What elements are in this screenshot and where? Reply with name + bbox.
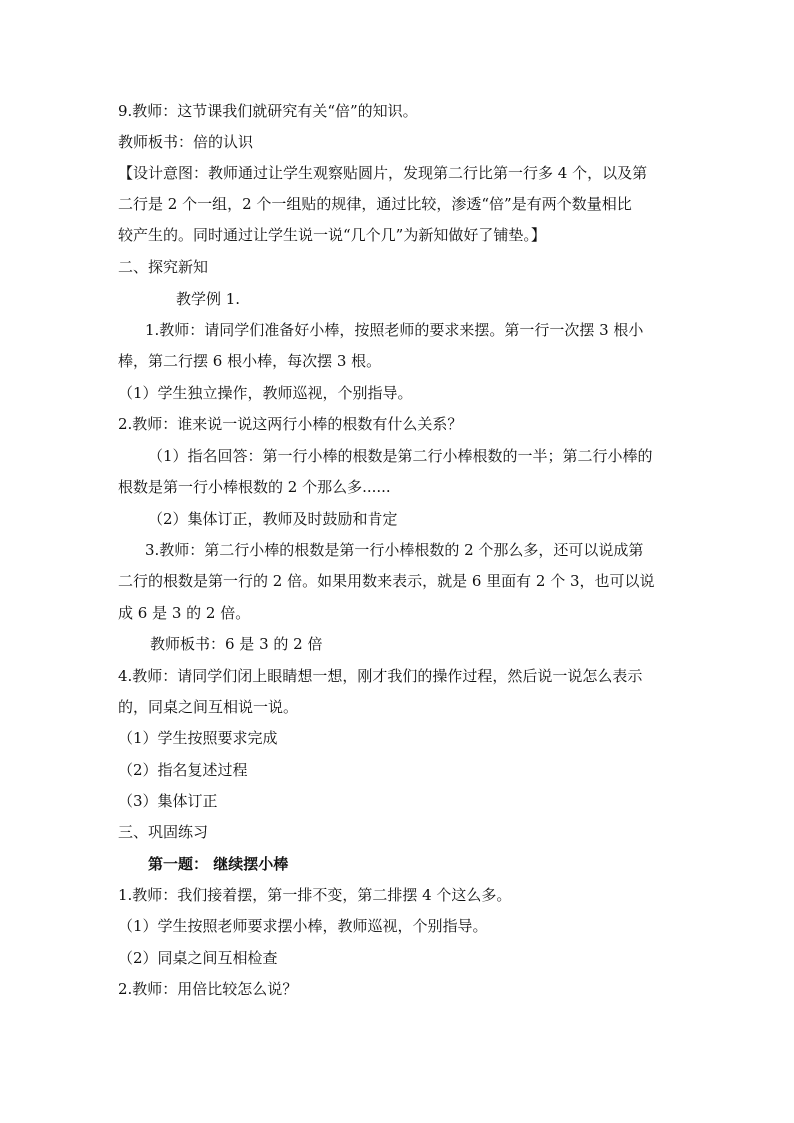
step-2-sub-1-line-2: 根数是第一行小棒根数的 2 个那么多...... xyxy=(118,478,391,496)
step-1-sub-1: （1）学生独立操作，教师巡视，个别指导。 xyxy=(118,384,413,402)
section-heading-practice: 三、巩固练习 xyxy=(118,823,209,841)
step-4-sub-2: （2）指名复述过程 xyxy=(118,761,248,779)
step-2-sub-2: （2）集体订正，教师及时鼓励和肯定 xyxy=(148,510,398,528)
step-1-line-1: 1.教师：请同学们准备好小棒，按照老师的要求来摆。第一行一次摆 3 根小 xyxy=(145,321,644,339)
step-4-line-1: 4.教师：请同学们闭上眼睛想一想，刚才我们的操作过程，然后说一说怎么表示 xyxy=(118,667,643,685)
exercise-1-step-2: 2.教师：用倍比较怎么说？ xyxy=(118,980,298,998)
design-intent-line-3: 较产生的。同时通过让学生说一说“几个几”为新知做好了铺垫。】 xyxy=(118,226,546,244)
design-intent-line-2: 二行是 2 个一组，2 个一组贴的规律，通过比较，渗透“倍”是有两个数量相比 xyxy=(118,195,632,213)
board-writing-title: 教师板书：倍的认识 xyxy=(118,133,254,151)
design-intent-line-1: 【设计意图：教师通过让学生观察贴圆片，发现第二行比第一行多 4 个，以及第 xyxy=(118,164,648,182)
example-heading: 教学例 1. xyxy=(176,290,241,308)
step-4-sub-3: （3）集体订正 xyxy=(118,792,218,810)
exercise-1-step-1: 1.教师：我们接着摆，第一排不变，第二排摆 4 个这么多。 xyxy=(118,886,512,904)
exercise-1-heading: 第一题： 继续摆小棒 xyxy=(148,855,289,873)
step-2-sub-1-line-1: （1）指名回答：第一行小棒的根数是第二行小棒根数的一半；第二行小棒的 xyxy=(148,447,653,465)
step-4-sub-1: （1）学生按照要求完成 xyxy=(118,729,278,747)
step-4-line-2: 的，同桌之间互相说一说。 xyxy=(118,698,299,716)
section-heading-explore: 二、探究新知 xyxy=(118,258,209,276)
paragraph-teacher-intro-9: 9.教师：这节课我们就研究有关“倍”的知识。 xyxy=(118,102,418,120)
step-3-line-1: 3.教师：第二行小棒的根数是第一行小棒根数的 2 个那么多，还可以说成第 xyxy=(145,541,644,559)
step-2-question: 2.教师：谁来说一说这两行小棒的根数有什么关系？ xyxy=(118,415,463,433)
step-1-line-2: 棒，第二行摆 6 根小棒，每次摆 3 根。 xyxy=(118,352,382,370)
exercise-1-sub-2: （2）同桌之间互相检查 xyxy=(118,949,278,967)
step-3-line-2: 二行的根数是第一行的 2 倍。如果用数来表示，就是 6 里面有 2 个 3，也可以说 xyxy=(118,572,655,590)
board-writing-example: 教师板书：6 是 3 的 2 倍 xyxy=(150,635,323,653)
exercise-1-sub-1: （1）学生按照老师要求摆小棒，教师巡视，个别指导。 xyxy=(118,917,488,935)
step-3-line-3: 成 6 是 3 的 2 倍。 xyxy=(118,604,251,622)
